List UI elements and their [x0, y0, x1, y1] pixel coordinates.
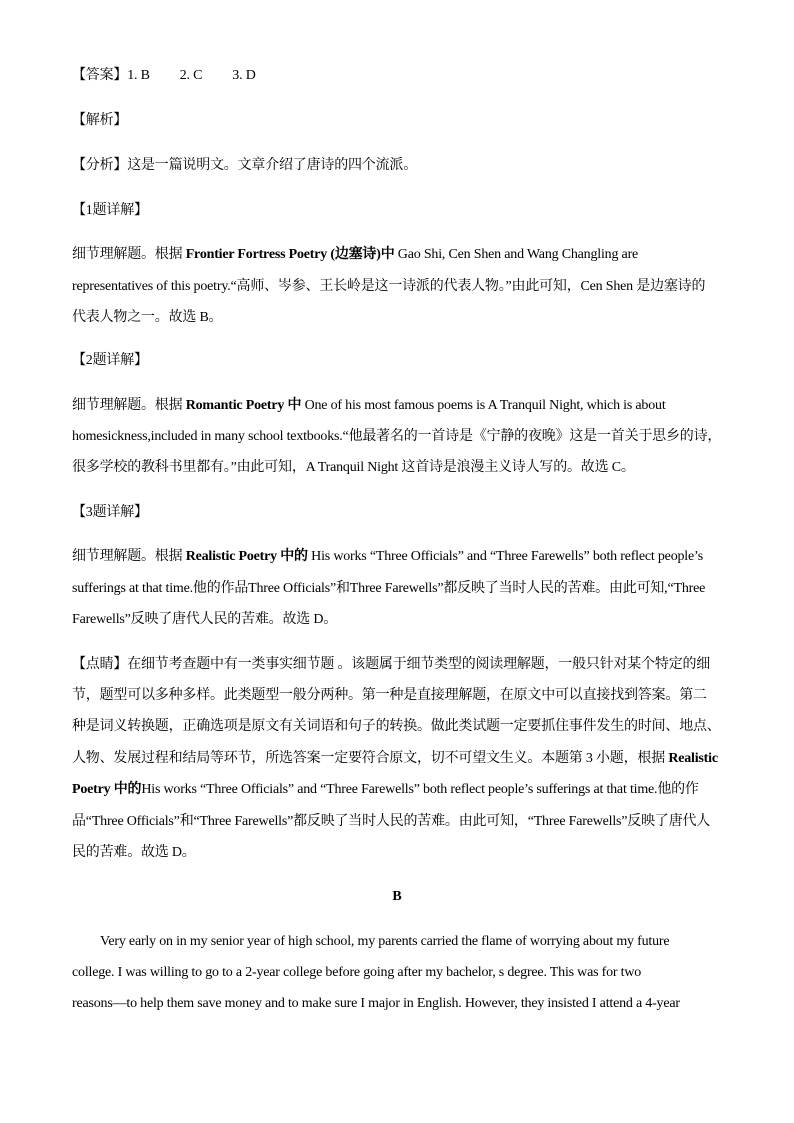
tip-line-5-post: His works “Three Officials” and “Three Farewells” both reflect people’s sufferings at that time.他的作: [141, 782, 699, 797]
analysis-label: 【解析】: [72, 113, 128, 128]
q3-heading: 【3题详解】: [72, 505, 148, 520]
q2-line-1: [72, 396, 722, 416]
q1-line-3: 代表人物之一。故选 B。: [72, 310, 223, 325]
answer-item-1: 1. B: [127, 68, 150, 83]
answer-line: [72, 66, 722, 86]
q2-line-3: 很多学校的教科书里都有。”由此可知，A Tranquil Night 这首诗是浪漫主义诗人写的。故选 C。: [72, 460, 635, 475]
tip-line-4-pre: 人物、发展过程和结局等环节，所选答案一定要符合原文，切不可望文生义。本题第 3 小题，根据: [72, 751, 669, 766]
answer-label: 【答案】: [72, 68, 128, 83]
passage-line-3: reasons—to help them save money and to make sure I major in English. However, they insisted I attend a 4-year: [72, 996, 680, 1011]
tip-line-4: [72, 749, 722, 769]
q1-line-1-post: Gao Shi, Cen Shen and Wang Changling are: [394, 247, 639, 262]
overview-text: 这是一篇说明文。文章介绍了唐诗的四个流派。: [127, 158, 418, 173]
answer-item-3: 3. D: [232, 68, 256, 83]
q3-line-3: Farewells”反映了唐代人民的苦难。故选 D。: [72, 612, 338, 627]
q1-line-1: [72, 245, 722, 265]
q1-line-2: representatives of this poetry.“高师、岑参、王长岭是这一诗派的代表人物。”由此可知，Cen Shen 是边塞诗的: [72, 279, 706, 294]
overview-label: 【分析】: [72, 158, 128, 173]
tip-line-7: 民的苦难。故选 D。: [72, 845, 196, 860]
q2-line-1-post: One of his most famous poems is A Tranquil Night, which is about: [301, 398, 666, 413]
section-heading-b: B: [392, 889, 402, 904]
q3-line-2: sufferings at that time.他的作品Three Officials”和Three Farewells”都反映了当时人民的苦难。由此可知,“Three: [72, 581, 706, 596]
tip-label: 【点睛】: [72, 657, 128, 672]
passage-line-2: college. I was willing to go to a 2-year college before going after my bachelor, s degree. This was for two: [72, 965, 642, 980]
q3-line-1: [72, 547, 722, 567]
q2-heading: 【2题详解】: [72, 353, 148, 368]
tip-line-5-bold: Poetry 中的: [72, 782, 142, 797]
answer-item-2: 2. C: [179, 68, 203, 83]
q1-heading: 【1题详解】: [72, 203, 148, 218]
q3-line-1-post: His works “Three Officials” and “Three Farewells” both reflect people’s: [307, 549, 703, 564]
q1-line-1-bold: Frontier Fortress Poetry (边塞诗)中: [185, 247, 395, 262]
tip-line-6: 品“Three Officials”和“Three Farewells”都反映了当时人民的苦难。由此可知，“Three Farewells”反映了唐代人: [72, 814, 711, 829]
q3-line-1-bold: Realistic Poetry 中的: [185, 549, 308, 564]
tip-line-1: [72, 655, 722, 675]
tip-line-2: 节，题型可以多种多样。此类题型一般分两种。第一种是直接理解题，在原文中可以直接找到答案。第二: [72, 688, 707, 703]
tip-line-3: 种是词义转换题，正确选项是原文有关词语和句子的转换。做此类试题一定要抓住事件发生的时间、地点、: [72, 719, 721, 734]
q2-line-1-pre: 细节理解题。根据: [72, 398, 186, 413]
q2-line-1-bold: Romantic Poetry 中: [185, 398, 302, 413]
overview-line: [72, 156, 722, 176]
q2-line-2: homesickness,included in many school textbooks.“他最著名的一首诗是《宁静的夜晚》这是一首关于思乡的诗，: [72, 429, 722, 444]
tip-line-1-text: 在细节考查题中有一类事实细节题 。该题属于细节类型的阅读理解题，一般只针对某个特定的细: [127, 657, 711, 672]
tip-line-4-bold: Realistic: [668, 751, 718, 766]
q1-line-1-pre: 细节理解题。根据: [72, 247, 186, 262]
passage-line-1: Very early on in my senior year of high school, my parents carried the flame of worrying about my future: [100, 934, 670, 949]
q3-line-1-pre: 细节理解题。根据: [72, 549, 186, 564]
tip-line-5: [72, 780, 722, 800]
